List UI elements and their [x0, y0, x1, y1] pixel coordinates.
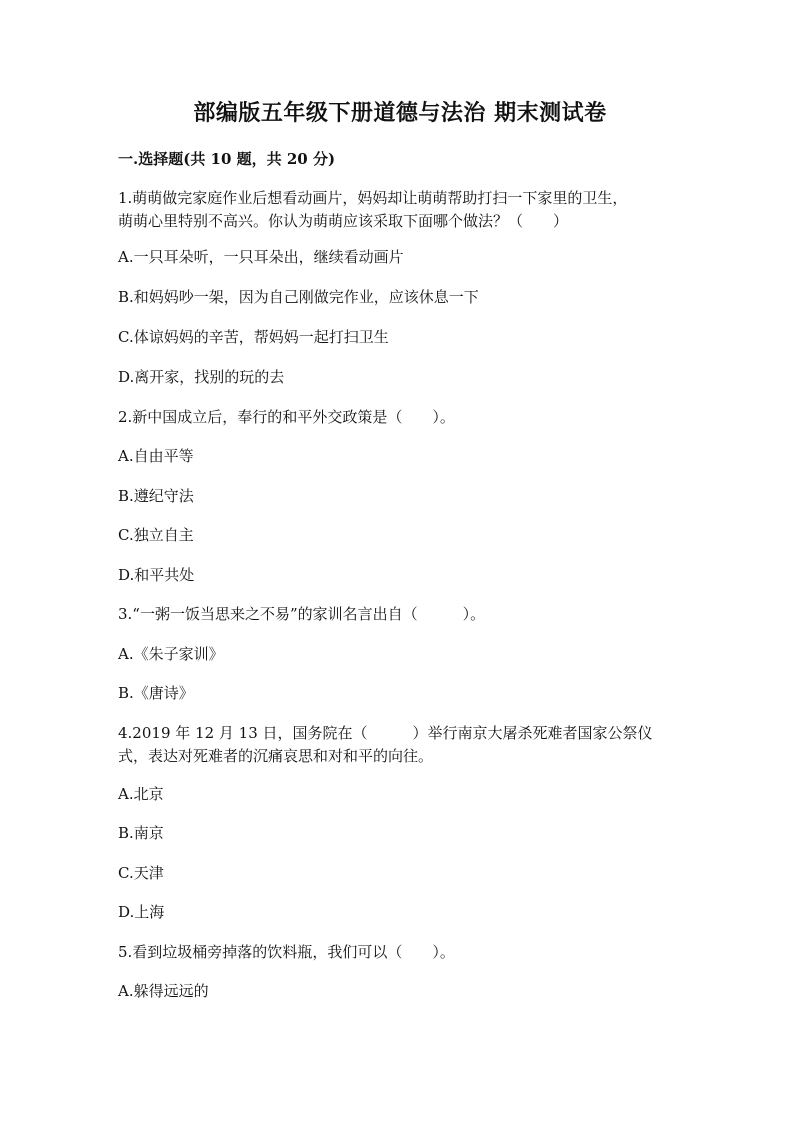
question-3-option-b: B.《唐诗》	[118, 684, 194, 702]
question-3-stem: 3.“一粥一饭当思来之不易”的家训名言出自（ ）。	[118, 605, 486, 623]
question-1-option-d: D.离开家，找别的玩的去	[118, 368, 285, 386]
question-4-option-c: C.天津	[118, 864, 164, 882]
question-3-option-a: A.《朱子家训》	[118, 645, 224, 663]
question-1-stem-line-1: 1.萌萌做完家庭作业后想看动画片，妈妈却让萌萌帮助打扫一下家里的卫生，	[118, 189, 628, 207]
question-1-option-b: B.和妈妈吵一架，因为自己刚做完作业，应该休息一下	[118, 288, 479, 306]
question-4-stem-line-1: 4.2019 年 12 月 13 日，国务院在（ ）举行南京大屠杀死难者国家公祭仪	[118, 724, 653, 742]
question-1-stem-line-2: 萌萌心里特别不高兴。你认为萌萌应该采取下面哪个做法？（ ）	[118, 212, 569, 230]
question-4-option-d: D.上海	[118, 903, 165, 921]
question-4-stem-line-2: 式，表达对死难者的沉痛哀思和对和平的向往。	[118, 747, 434, 765]
question-2-option-b: B.遵纪守法	[118, 487, 194, 505]
question-5-stem: 5.看到垃圾桶旁掉落的饮料瓶，我们可以（ ）。	[118, 943, 455, 961]
page-title: 部编版五年级下册道德与法治 期末测试卷	[193, 100, 607, 126]
question-2-option-a: A.自由平等	[118, 447, 194, 465]
question-4-option-b: B.南京	[118, 824, 164, 842]
question-2-option-d: D.和平共处	[118, 566, 195, 584]
question-1-option-a: A.一只耳朵听，一只耳朵出，继续看动画片	[118, 248, 404, 266]
question-2-stem: 2.新中国成立后，奉行的和平外交政策是（ ）。	[118, 408, 455, 426]
section-heading: 一.选择题(共 10 题，共 20 分)	[118, 150, 336, 168]
question-4-option-a: A.北京	[118, 785, 164, 803]
question-1-option-c: C.体谅妈妈的辛苦，帮妈妈一起打扫卫生	[118, 328, 389, 346]
question-5-option-a: A.躲得远远的	[118, 982, 209, 1000]
question-2-option-c: C.独立自主	[118, 526, 194, 544]
